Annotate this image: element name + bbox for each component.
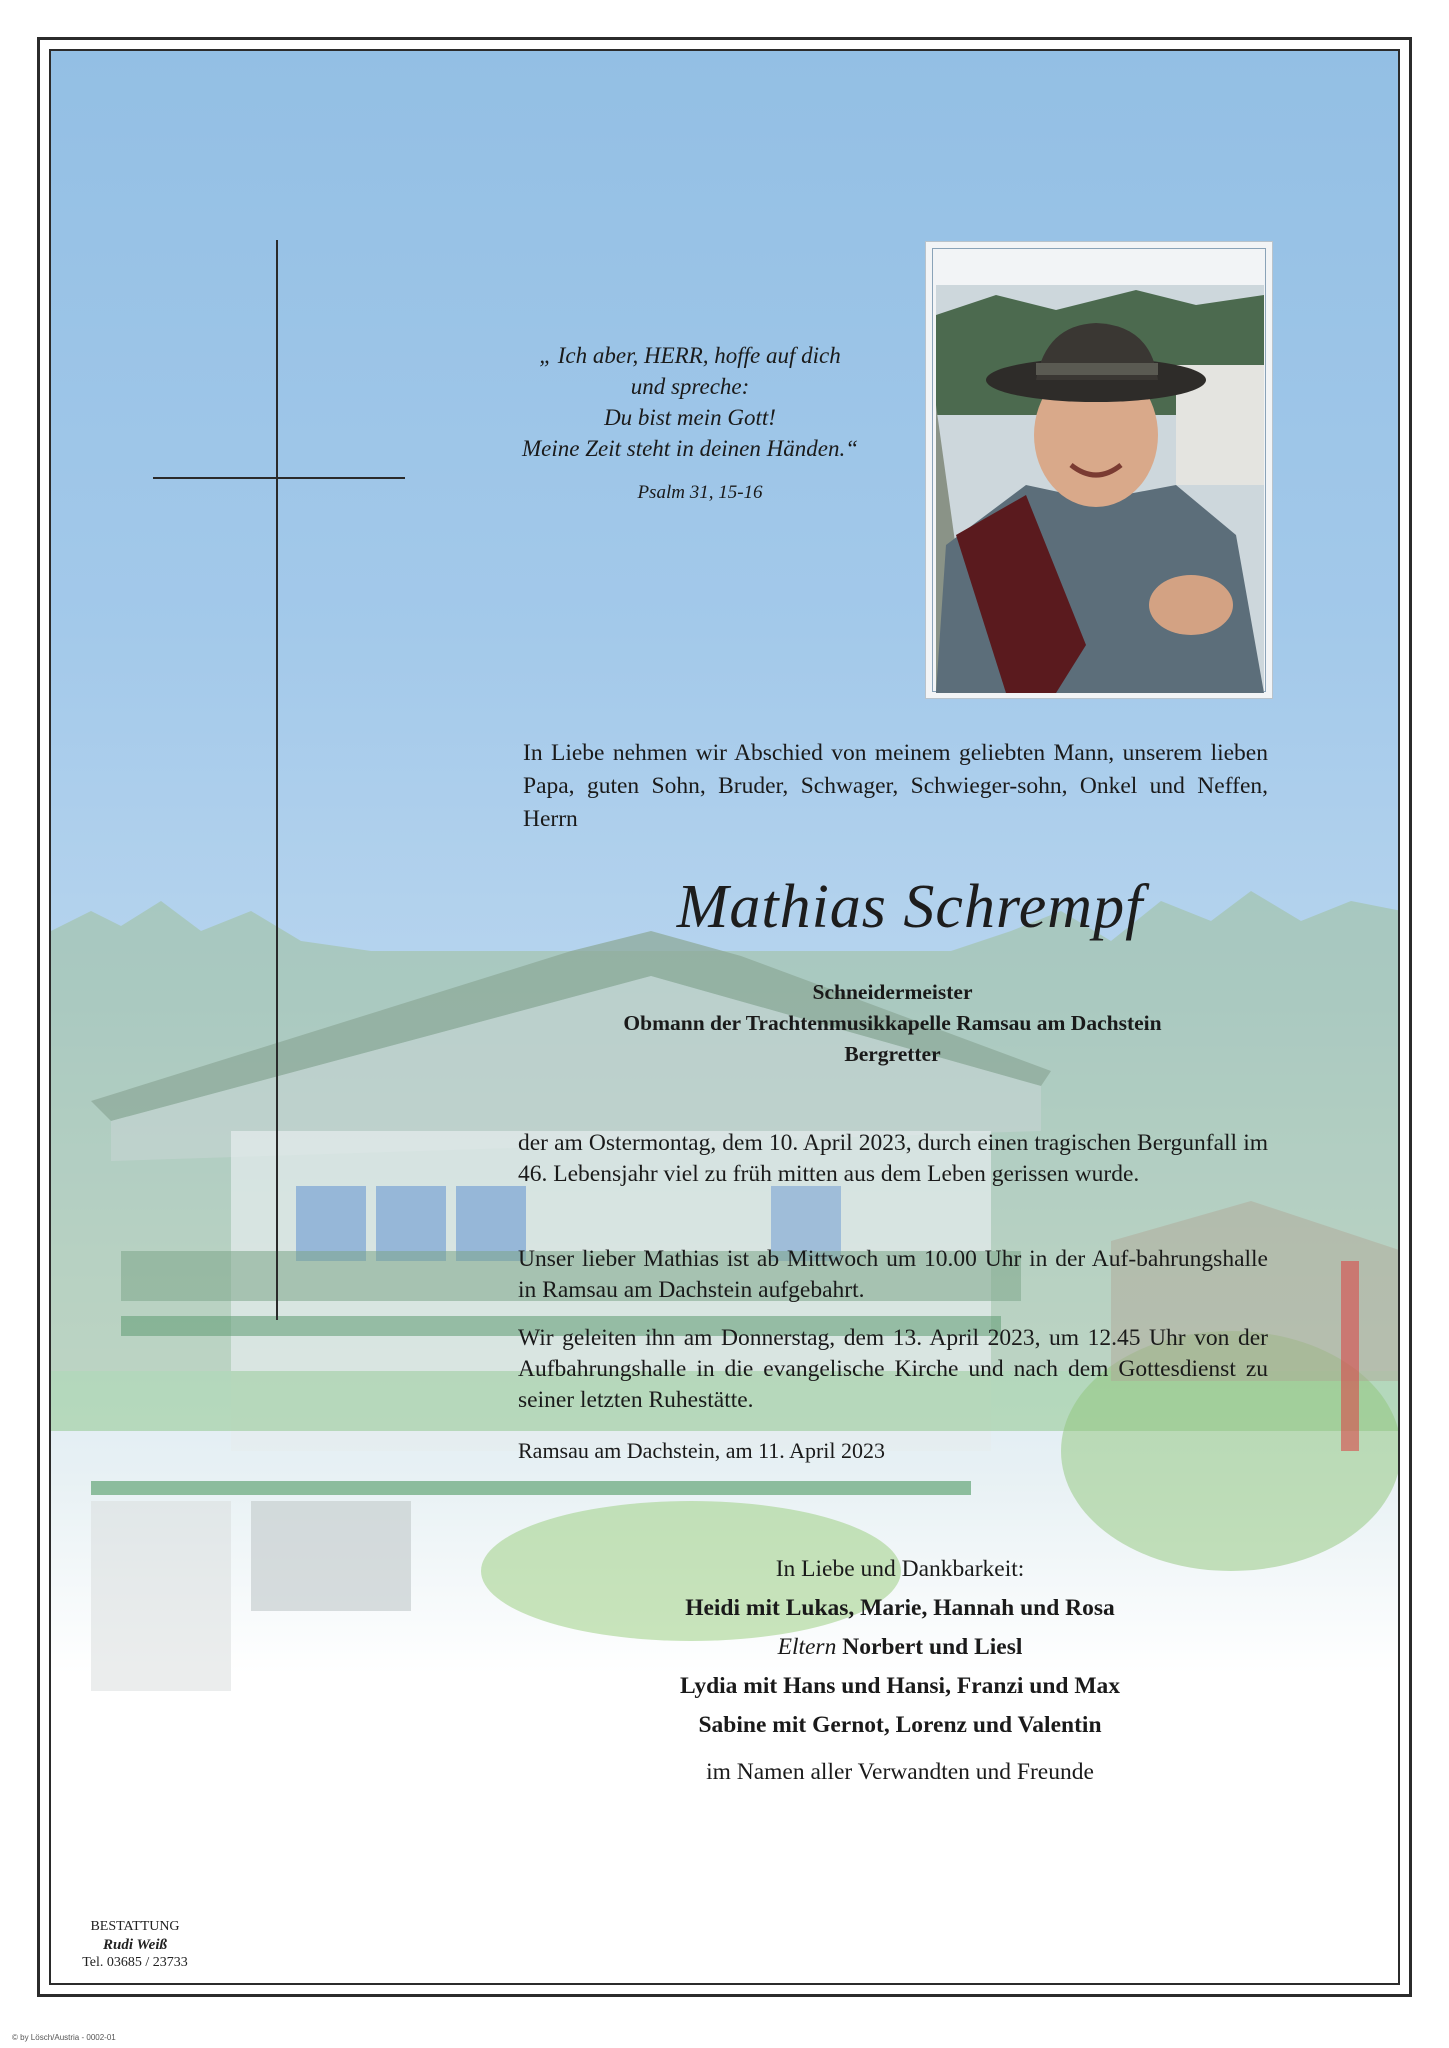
mourner-line <box>570 1667 1230 1706</box>
mourner-text: Norbert und Liesl <box>842 1634 1023 1660</box>
undertaker-phone: Tel. 03685 / 23733 <box>82 1955 188 1970</box>
mourner-line <box>570 1589 1230 1628</box>
funeral-paragraph: Wir geleiten ihn am Donnerstag, dem 13. April 2023, um 12.45 Uhr von der Aufbahrungshalle in die evangelische Kirche und nach dem Gottesdienst zu seiner letzten Ruhestätte. <box>518 1325 1268 1413</box>
place-date: Ramsau am Dachstein, am 11. April 2023 <box>518 1438 886 1463</box>
cross-horizontal-bar <box>153 477 405 479</box>
deceased-name: Mathias Schrempf <box>676 873 1144 941</box>
mourners-closing: im Namen aller Verwandten und Freunde <box>706 1759 1094 1785</box>
quote-line: und spreche: <box>630 374 750 399</box>
viewing-paragraph: Unser lieber Mathias ist ab Mittwoch um 10.00 Uhr in der Auf-bahrungshalle in Ramsau am Dachstein aufgebahrt. <box>518 1246 1268 1303</box>
quote-line: Meine Zeit steht in deinen Händen.“ <box>522 436 858 461</box>
undertaker-name: Rudi Weiß <box>102 1937 168 1953</box>
quote-line: Du bist mein Gott! <box>604 405 776 430</box>
cross-vertical-bar <box>276 240 278 1320</box>
title-line: Bergretter <box>844 1042 941 1066</box>
portrait-frame <box>925 241 1273 699</box>
death-paragraph: der am Ostermontag, dem 10. April 2023, durch einen tragischen Bergunfall im 46. Lebensjahr viel zu früh mitten aus dem Leben gerissen wurde. <box>518 1130 1268 1187</box>
mourner-text: Heidi mit Lukas, Marie, Hannah und Rosa <box>685 1595 1115 1621</box>
mourner-text: Sabine mit Gernot, Lorenz und Valentin <box>698 1712 1102 1738</box>
parents-label: Eltern <box>777 1634 837 1660</box>
mourner-line <box>570 1706 1230 1745</box>
undertaker-label: BESTATTUNG <box>90 1919 180 1934</box>
quote-source: Psalm 31, 15-16 <box>637 482 763 503</box>
mourner-text: Lydia mit Hans und Hansi, Franzi und Max <box>679 1673 1121 1699</box>
bible-quote <box>500 340 880 464</box>
portrait-photo <box>936 285 1264 693</box>
title-line: Schneidermeister <box>812 980 973 1004</box>
title-line: Obmann der Trachtenmusikkapelle Ramsau am Dachstein <box>623 1011 1162 1035</box>
mourners-block <box>570 1550 1230 1792</box>
mourners-heading: In Liebe und Dankbarkeit: <box>775 1556 1025 1582</box>
print-code: © by Lösch/Austria - 0002-01 <box>12 2033 116 2042</box>
undertaker-stamp <box>60 1918 210 1972</box>
quote-line: „ Ich aber, HERR, hoffe auf dich <box>539 343 841 368</box>
intro-text: In Liebe nehmen wir Abschied von meinem geliebten Mann, unserem lieben Papa, guten Sohn, Bruder, Schwager, Schwieger-sohn, Onkel und Neffen, Herrn <box>523 740 1268 832</box>
deceased-titles <box>520 977 1265 1070</box>
mourner-line <box>570 1628 1230 1667</box>
